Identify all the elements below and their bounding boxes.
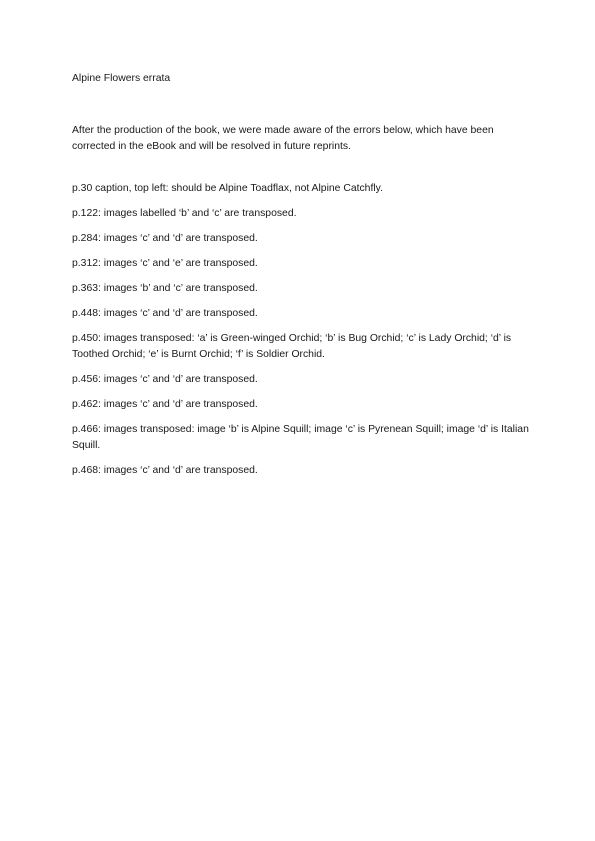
- errata-item: p.122: images labelled ‘b’ and ‘c’ are transposed.: [72, 208, 297, 219]
- errata-item: p.284: images ‘c’ and ‘d’ are transposed.: [72, 233, 258, 244]
- errata-item: p.312: images ‘c’ and ‘e’ are transposed.: [72, 258, 258, 269]
- intro-paragraph: After the production of the book, we were made aware of the errors below, which have been corrected in the eBook and will be resolved in future reprints.: [72, 125, 494, 152]
- errata-item: p.450: images transposed: ‘a’ is Green-winged Orchid; ‘b’ is Bug Orchid; ‘c’ is Lady Orchid; ‘d’ is Toothed Orchid; ‘e’ is Burnt Orchid; ‘f’ is Soldier Orchid.: [72, 333, 512, 360]
- errata-item: p.456: images ‘c’ and ‘d’ are transposed.: [72, 374, 258, 385]
- errata-list: [72, 181, 532, 488]
- errata-item: p.448: images ‘c’ and ‘d’ are transposed.: [72, 308, 258, 319]
- errata-item: p.462: images ‘c’ and ‘d’ are transposed.: [72, 399, 258, 410]
- errata-item: p.30 caption, top left: should be Alpine Toadflax, not Alpine Catchfly.: [72, 183, 383, 194]
- document-title: Alpine Flowers errata: [72, 73, 171, 84]
- errata-item: p.466: images transposed: image ‘b’ is Alpine Squill; image ‘c’ is Pyrenean Squill; image ‘d’ is Italian Squill.: [72, 424, 529, 451]
- errata-item: p.363: images ‘b’ and ‘c’ are transposed.: [72, 283, 258, 294]
- errata-item: p.468: images ‘c’ and ‘d’ are transposed.: [72, 465, 258, 476]
